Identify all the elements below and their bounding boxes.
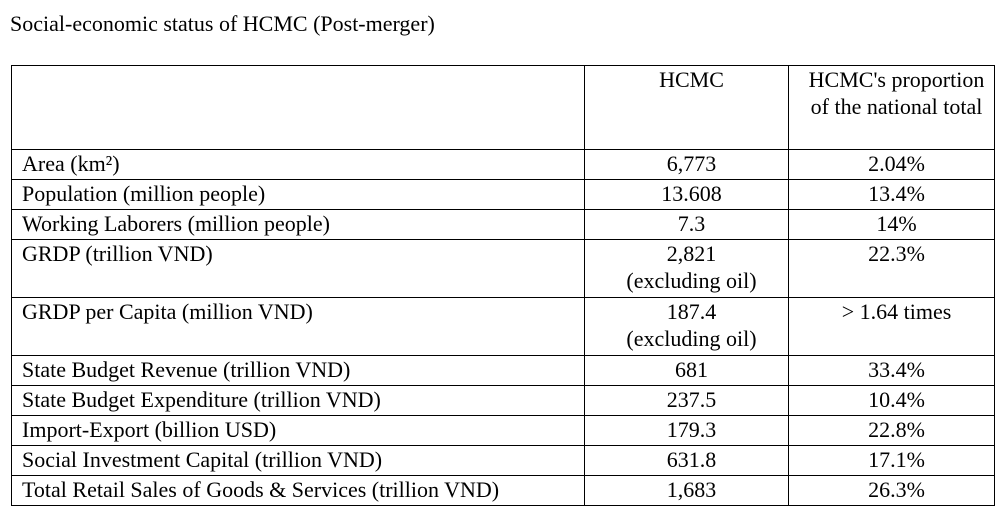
row-value: 2,821 xyxy=(666,241,717,266)
table-row xyxy=(12,416,995,446)
table-row xyxy=(12,386,995,416)
row-proportion: 10.4% xyxy=(789,386,995,416)
row-value: 237.5 xyxy=(666,387,717,412)
row-proportion: 22.3% xyxy=(789,240,995,298)
row-value-cell xyxy=(585,416,789,446)
header-cell-proportion: HCMC's proportion of the national total xyxy=(789,66,995,150)
row-value-note: (excluding oil) xyxy=(626,326,757,351)
header-cell-indicator xyxy=(12,66,585,150)
row-proportion: 17.1% xyxy=(789,446,995,476)
row-value: 6,773 xyxy=(666,151,717,176)
row-value: 631.8 xyxy=(666,447,717,472)
row-value-cell xyxy=(585,476,789,506)
row-proportion: 13.4% xyxy=(789,180,995,210)
table-row xyxy=(12,446,995,476)
row-proportion: 33.4% xyxy=(789,356,995,386)
status-table xyxy=(11,65,995,506)
row-label: GRDP per Capita (million VND) xyxy=(12,298,585,356)
row-value-cell xyxy=(585,180,789,210)
row-value: 7.3 xyxy=(677,211,706,236)
table-row xyxy=(12,240,995,298)
table-row xyxy=(12,356,995,386)
row-value: 187.4 xyxy=(666,299,717,324)
row-value: 13.608 xyxy=(661,181,722,206)
table-row xyxy=(12,476,995,506)
page-title: Social-economic status of HCMC (Post-merger) xyxy=(10,11,435,36)
row-label: Social Investment Capital (trillion VND) xyxy=(12,446,585,476)
row-value-note: (excluding oil) xyxy=(626,268,757,293)
table-header-row xyxy=(12,66,995,150)
row-proportion: > 1.64 times xyxy=(789,298,995,356)
row-label: State Budget Expenditure (trillion VND) xyxy=(12,386,585,416)
table-row xyxy=(12,298,995,356)
row-label: Area (km²) xyxy=(12,150,585,180)
row-proportion: 22.8% xyxy=(789,416,995,446)
table-body xyxy=(12,150,995,506)
row-label: GRDP (trillion VND) xyxy=(12,240,585,298)
table-row xyxy=(12,150,995,180)
table-row xyxy=(12,210,995,240)
row-label: State Budget Revenue (trillion VND) xyxy=(12,356,585,386)
table-row xyxy=(12,180,995,210)
row-proportion: 14% xyxy=(789,210,995,240)
row-label: Working Laborers (million people) xyxy=(12,210,585,240)
row-value-cell xyxy=(585,446,789,476)
row-proportion: 26.3% xyxy=(789,476,995,506)
row-value-cell xyxy=(585,210,789,240)
row-value-cell xyxy=(585,150,789,180)
row-value-cell xyxy=(585,356,789,386)
row-value-cell xyxy=(585,240,789,298)
row-proportion: 2.04% xyxy=(789,150,995,180)
row-label: Total Retail Sales of Goods & Services (trillion VND) xyxy=(12,476,585,506)
row-label: Import-Export (billion USD) xyxy=(12,416,585,446)
header-cell-hcmc: HCMC xyxy=(585,66,789,150)
row-value: 1,683 xyxy=(666,477,717,502)
row-value-cell xyxy=(585,386,789,416)
row-label: Population (million people) xyxy=(12,180,585,210)
row-value: 681 xyxy=(675,357,708,382)
row-value: 179.3 xyxy=(666,417,717,442)
row-value-cell xyxy=(585,298,789,356)
